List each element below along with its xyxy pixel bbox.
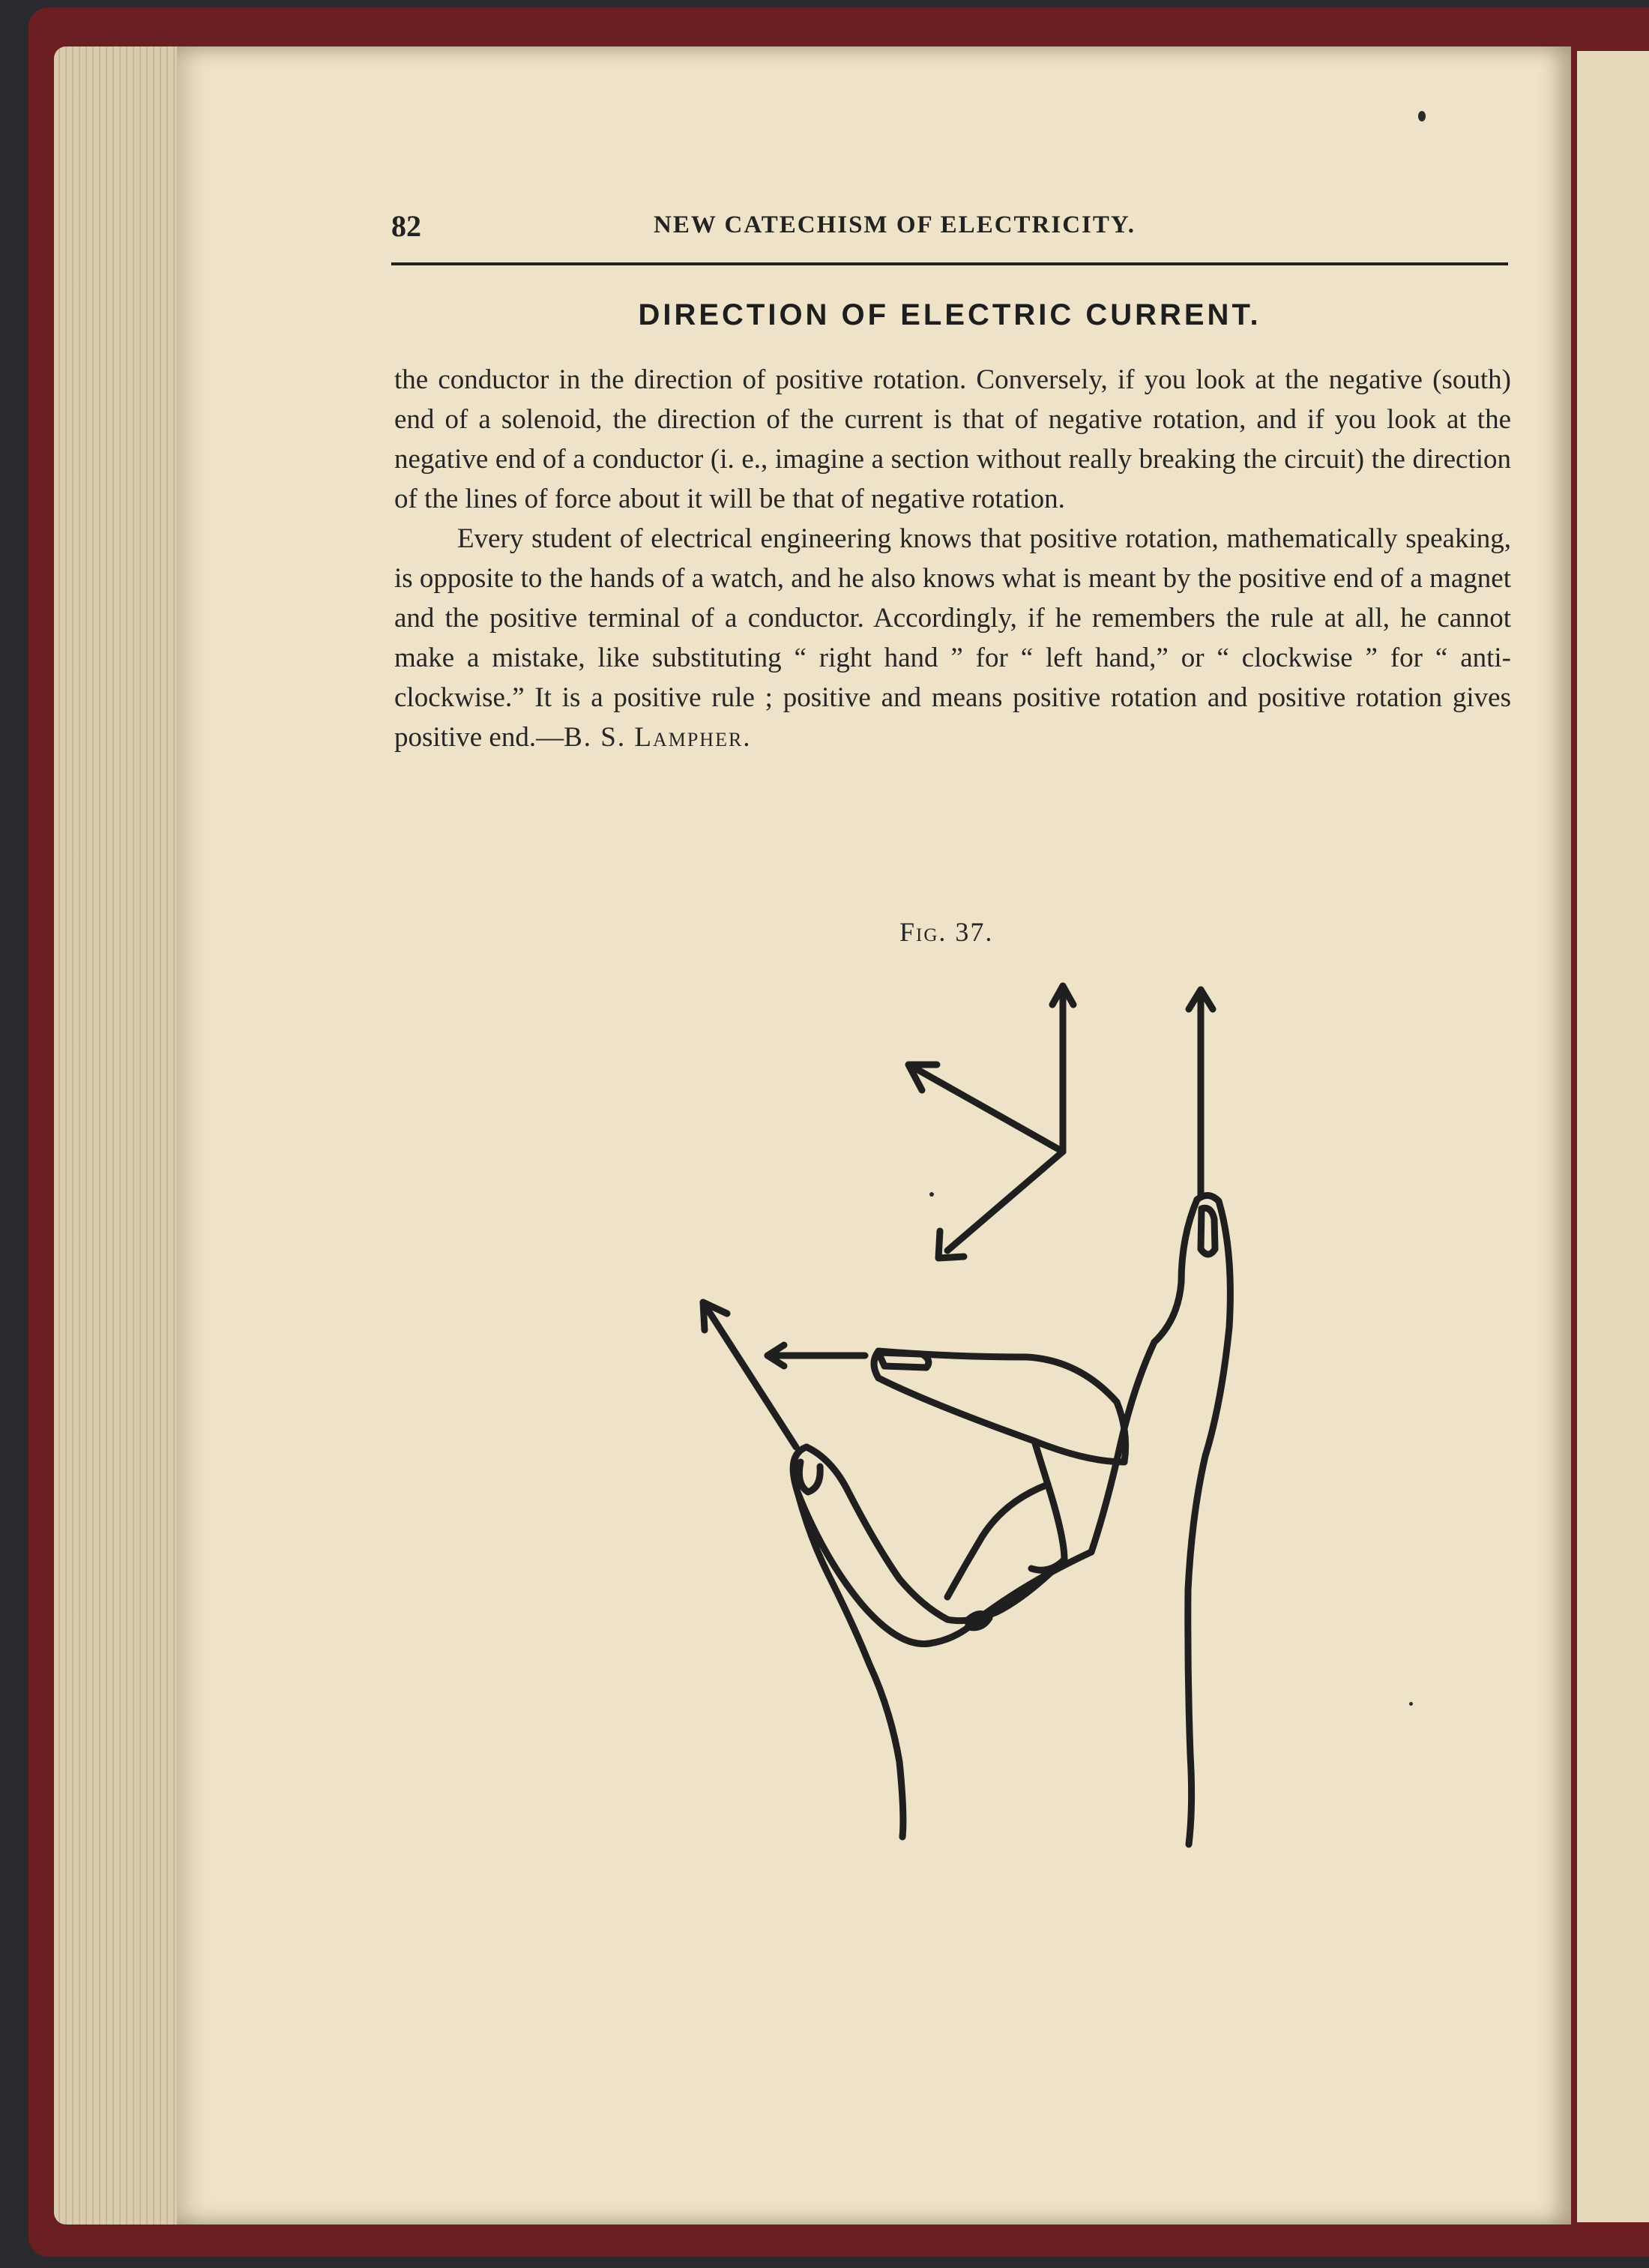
paragraph-continuation: the conductor in the direction of positive rotation. Conversely, if you look at the negative (south) end of a solenoid, the direction of the current is that of negative rotation, and if you look at the negative end of a conductor (i. e., imagine a section without really breaking the circuit) the direction of the lines of force about it will be that of negative rotation. [394,364,1511,514]
page-header [391,204,1508,249]
paragraph-text: Every student of electrical engineering knows that positive rotation, mathematically speaking, is opposite to the hands of a watch, and he also knows what is meant by the positive end of a magnet and the positive terminal of a conductor. Accordingly, if he remembers the rule at all, he cannot make a mistake, like substituting “ right hand ” for “ left hand,” or “ clockwise ” for “ anti-clockwise.” It is a positive rule ; positive and means positive rotation and positive rotation gives positive end.— [394,523,1511,753]
axes-arrows-icon [908,986,1073,1258]
forefinger-arrow-icon [703,1302,796,1447]
author-signature: B. S. Lampher. [564,722,752,753]
figure-caption: Fig. 37. [899,917,994,947]
hand-rule-figure [675,967,1244,1867]
section-title: DIRECTION OF ELECTRIC CURRENT. [638,298,1261,331]
middle-finger-arrow-icon [768,1345,865,1366]
page-number: 82 [391,209,421,243]
body-text [394,360,1511,757]
header-rule [391,262,1508,265]
ink-speck [929,1192,934,1197]
hand-outline-icon [793,1195,1230,1844]
paragraph [394,519,1511,757]
thumb-arrow-icon [1189,990,1213,1196]
ink-speck [1418,111,1426,121]
running-head: NEW CATECHISM OF ELECTRICITY. [654,211,1136,238]
ink-speck [1409,1702,1413,1706]
facing-page-edge [1577,51,1649,2222]
